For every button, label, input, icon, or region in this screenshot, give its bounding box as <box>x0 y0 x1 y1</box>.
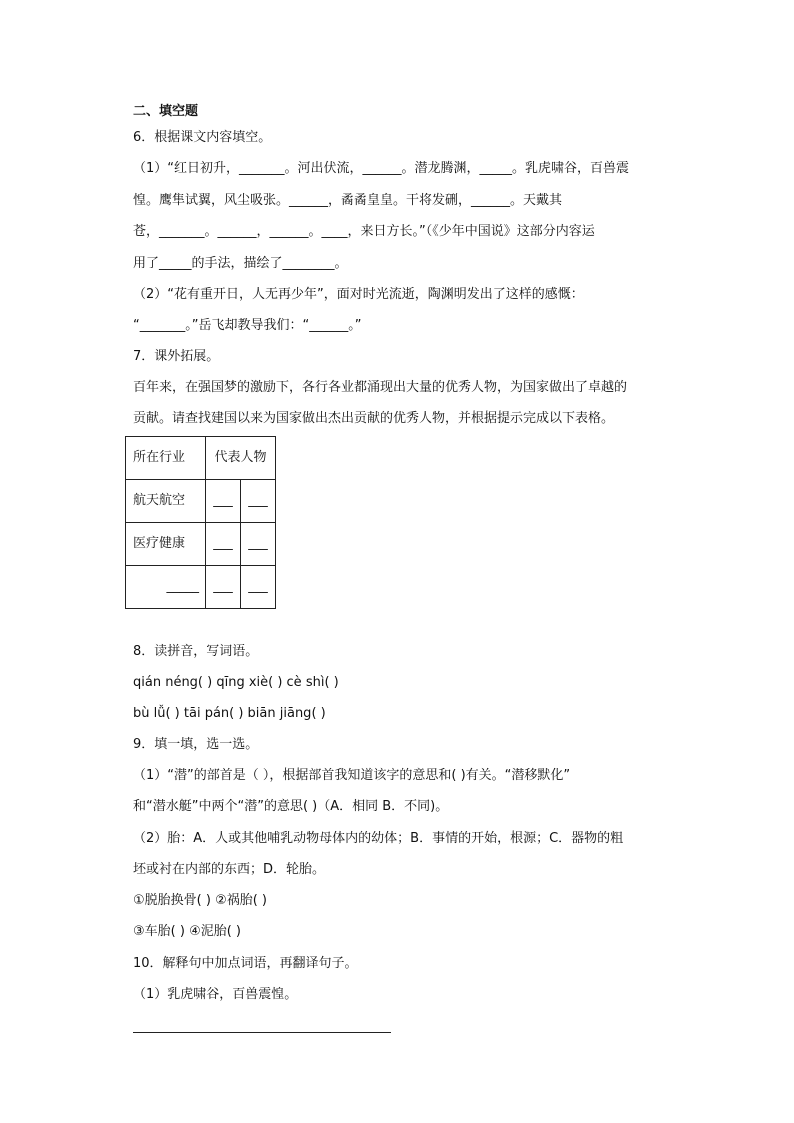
table-header-row <box>126 437 276 480</box>
question-9-title: 9．填一填，选一选。 <box>133 737 259 752</box>
table-cell-blank[interactable]: ___ <box>206 523 241 566</box>
table-cell-blank[interactable]: ___ <box>241 566 276 609</box>
question-8-pinyin-row1: qián néng( ) qīng xiè( ) cè shì( ) <box>133 675 339 690</box>
question-8-title: 8．读拼音，写词语。 <box>133 644 259 659</box>
section-heading-fill-blank: 二、填空题 <box>133 104 199 119</box>
table-cell-blank[interactable]: ___ <box>206 480 241 523</box>
question-9-part2-items1: ①脱胎换骨( ) ②祸胎( ) <box>133 893 267 908</box>
question-9-part1-line2: 和“潜水艇”中两个“潜”的意思( )（A．相同 B．不同)。 <box>133 799 449 814</box>
question-8-pinyin-row2: bù lǚ( ) tāi pán( ) biān jiāng( ) <box>133 706 326 721</box>
answer-line[interactable] <box>133 1032 391 1033</box>
table-cell-blank[interactable]: ___ <box>241 480 276 523</box>
question-6-part1-line4: 用了_____的手法，描绘了________。 <box>133 256 348 271</box>
question-6-part1-line3: 苍，_______。______，______。____，来日方长。”（《少年中国说》这部分内容运 <box>133 224 595 239</box>
table-row <box>126 523 276 566</box>
question-6-part1-line2: 惶。鹰隼试翼，风尘吸张。______，矞矞皇皇。干将发硎，______。天戴其 <box>133 193 563 208</box>
question-7-title: 7．课外拓展。 <box>133 349 220 364</box>
question-9-part2-line2: 坯或衬在内部的东西；D．轮胎。 <box>133 862 326 877</box>
question-9-part1-line1: （1）“潜”的部首是（ ），根据部首我知道该字的意思和( )有关。“潜移默化” <box>133 768 571 783</box>
question-6-title: 6．根据课文内容填空。 <box>133 130 272 145</box>
table-header-representative: 代表人物 <box>206 437 276 480</box>
question-7-intro-line1: 百年来，在强国梦的激励下，各行各业都涌现出大量的优秀人物，为国家做出了卓越的 <box>133 380 628 395</box>
question-6-part2-line2: “_______。”岳飞却教导我们：“______。” <box>133 318 362 333</box>
question-6-part1-line1: （1）“红日初升，_______。河出伏流，______。潜龙腾渊，_____。乳虎啸谷，百兽震 <box>133 161 630 176</box>
question-9-part2-line1: （2）胎：A．人或其他哺乳动物母体内的幼体；B．事情的开始，根源；C．器物的粗 <box>133 831 624 846</box>
question-6-part2-line1: （2）“花有重开日，人无再少年”，面对时光流逝，陶渊明发出了这样的感慨： <box>133 287 584 302</box>
table-row <box>126 480 276 523</box>
question-10-title: 10．解释句中加点词语，再翻译句子。 <box>133 956 358 971</box>
outstanding-people-table <box>125 436 276 609</box>
question-10-part1: （1）乳虎啸谷，百兽震惶。 <box>133 987 298 1002</box>
question-9-part2-items2: ③车胎( ) ④泥胎( ) <box>133 924 241 939</box>
table-cell-blank[interactable]: ___ <box>206 566 241 609</box>
table-header-industry: 所在行业 <box>126 437 206 480</box>
table-cell-industry-blank[interactable]: _____ <box>126 566 206 609</box>
table-cell-blank[interactable]: ___ <box>241 523 276 566</box>
table-row <box>126 566 276 609</box>
table-cell-industry: 航天航空 <box>126 480 206 523</box>
question-7-intro-line2: 贡献。请查找建国以来为国家做出杰出贡献的优秀人物，并根据提示完成以下表格。 <box>133 411 615 426</box>
table-cell-industry: 医疗健康 <box>126 523 206 566</box>
